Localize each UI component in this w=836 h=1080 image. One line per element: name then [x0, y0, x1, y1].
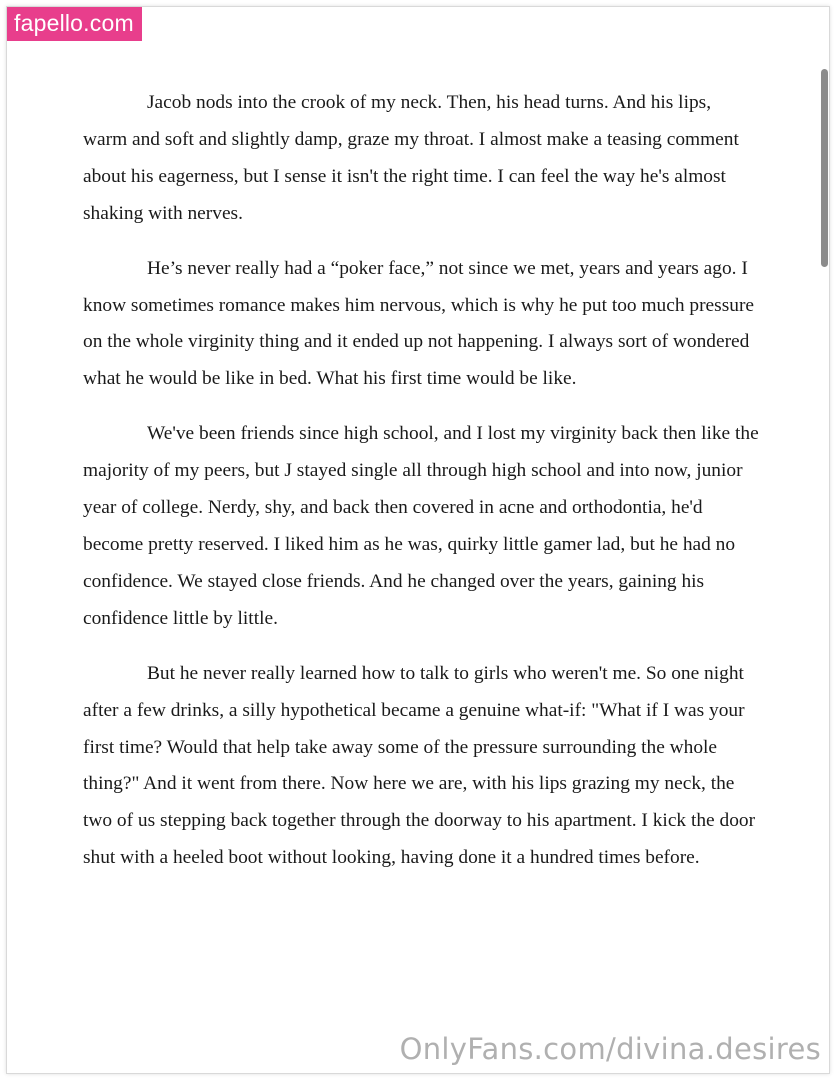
creator-watermark: OnlyFans.com/divina.desires: [399, 1032, 821, 1066]
document-viewer: [6, 6, 830, 1074]
scrollbar-thumb[interactable]: [821, 69, 828, 267]
paragraph-1: Jacob nods into the crook of my neck. Then, his head turns. And his lips, warm and soft and slightly damp, graze my throat. I almost make a teasing comment about his eagerness, but I sense it isn't the right time. I can feel the way he's almost shaking with nerves.: [83, 92, 739, 224]
paragraph-4: But he never really learned how to talk to girls who weren't me. So one night after a few drinks, a silly hypothetical became a genuine what-if: "What if I was your first time? Would that help take away some of the pressure surrounding the whole thing?" And it went from there. Now here we are, with his lips grazing my neck, the two of us stepping back together through the doorway to his apartment. I kick the door shut with a heeled boot without looking, having done it a hundred times before.: [83, 662, 756, 869]
paragraph-2: He’s never really had a “poker face,” not since we met, years and years ago. I know sometimes romance makes him nervous, which is why he put too much pressure on the whole virginity thing and it ended up not happening. I always sort of wondered what he would be like in bed. What his first time would be like.: [83, 257, 755, 390]
site-watermark: fapello.com: [7, 7, 142, 41]
document-page: [83, 85, 759, 895]
paragraph-3: We've been friends since high school, and I lost my virginity back then like the majority of my peers, but J stayed single all through high school and into now, junior year of college. Nerdy, shy, and back then covered in acne and orthodontia, he'd become pretty reserved. I liked him as he was, quirky little gamer lad, but he had no confidence. We stayed close friends. And he changed over the years, gaining his confidence little by little.: [83, 423, 759, 629]
